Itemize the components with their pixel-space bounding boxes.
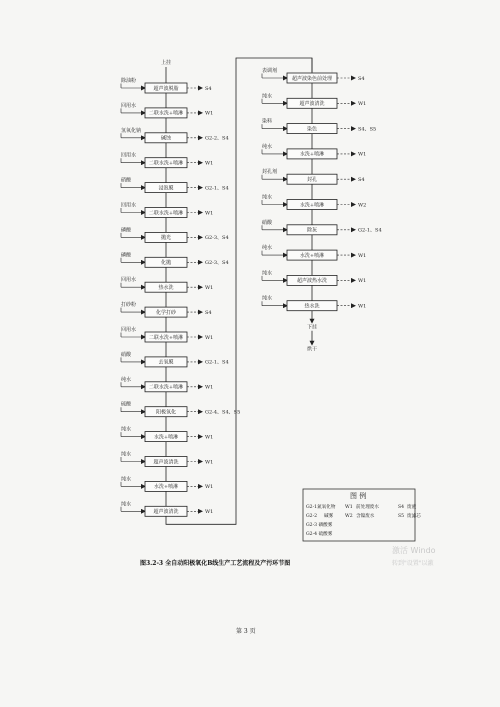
process-step-label: 浸泡膜	[158, 185, 174, 192]
output-label: W1	[358, 101, 367, 108]
output-label: W2	[358, 202, 367, 209]
process-step-label: 二联水洗+喷淋	[148, 110, 184, 117]
process-step-label: 化抛	[160, 260, 172, 267]
input-label: 纯水	[121, 476, 132, 483]
output-label: G2-3、S4	[205, 260, 229, 267]
legend-entry: 含镍废水	[356, 514, 375, 519]
input-label: 纯水	[121, 376, 132, 383]
input-label: 磷酸	[121, 252, 132, 259]
input-label: 硫酸	[121, 401, 132, 408]
process-step-label: 水洗+喷淋	[153, 484, 179, 491]
end-step-label: 烘干	[306, 346, 318, 353]
input-label: 回用水	[121, 102, 137, 109]
process-step-label: 超声波清洗	[299, 101, 325, 108]
input-label: 除油粉	[121, 78, 137, 84]
legend-entry: G2-3 磷酸雾	[306, 523, 333, 528]
process-step-label: 超声波清洗	[153, 459, 179, 466]
process-step-label: 水洗+喷淋	[299, 252, 325, 259]
output-label: S4	[205, 85, 212, 92]
figure-caption: 图3.2-3 全自动阳极氧化B线生产工艺流程及产污环节图	[140, 560, 291, 567]
legend	[303, 489, 421, 541]
legend-title: 图 例	[350, 492, 367, 500]
output-label: G2-1、S4	[205, 185, 229, 192]
process-step-label: 抛光	[160, 235, 172, 242]
input-label: 硝酸	[262, 219, 273, 226]
legend-entry: G2-1氮氧化物	[306, 505, 336, 510]
output-label: W1	[205, 285, 214, 291]
output-label: W1	[205, 160, 214, 167]
process-step-label: 水洗+喷淋	[299, 202, 325, 209]
output-label: W1	[205, 384, 214, 391]
output-label: G2-2、S4	[205, 135, 229, 142]
watermark-line-2: 转到"设置"以激	[392, 560, 434, 567]
input-label: 纯水	[262, 93, 273, 100]
process-step-label: 阳极氧化	[155, 409, 177, 416]
output-label: G2-3、S4	[205, 235, 229, 242]
process-step-label: 二联水洗+喷淋	[148, 210, 184, 217]
input-label: 染料	[262, 118, 273, 125]
input-label: 回用水	[121, 327, 137, 333]
legend-entry: 碱雾	[324, 514, 334, 519]
right-process-column	[166, 58, 382, 524]
process-step-label: 超声波热水洗	[296, 278, 328, 285]
process-step-label: 化学打砂	[155, 309, 177, 316]
output-label: W1	[205, 110, 214, 117]
process-step-label: 染色	[306, 126, 318, 133]
process-step-label: 碱蚀	[160, 135, 172, 142]
process-step-label: 去氧膜	[158, 359, 174, 366]
input-label: 纯水	[262, 194, 273, 201]
process-step-label: 封孔	[306, 177, 318, 183]
process-step-label: 水洗+喷淋	[299, 151, 325, 158]
process-step-label: 水洗+喷淋	[153, 434, 179, 441]
output-label: W1	[358, 303, 367, 310]
input-label: 硝酸	[121, 177, 132, 184]
output-label: G2-1、S4	[205, 359, 229, 366]
output-label: S4	[205, 309, 212, 316]
process-step-label: 超声波染色前处理	[291, 75, 333, 82]
input-label: 回用水	[121, 202, 137, 209]
output-label: W1	[205, 484, 214, 491]
input-label: 纯水	[262, 295, 273, 302]
legend-entry: S4	[398, 505, 405, 510]
legend-entry: G2-4 硫酸雾	[306, 532, 333, 537]
legend-entry: 前处理废水	[356, 505, 379, 510]
left-process-column	[121, 59, 240, 516]
input-label: 氢氧化钠	[121, 127, 142, 134]
input-label: 表调剂	[262, 68, 278, 74]
output-label: W1	[205, 334, 214, 341]
legend-entry: W1	[345, 505, 353, 510]
input-label: 回用水	[121, 277, 137, 284]
page-number: 第 3 页	[236, 628, 256, 635]
legend-entry: S5	[398, 514, 405, 519]
output-label: S4	[358, 177, 365, 183]
input-label: 纯水	[262, 245, 273, 252]
output-label: W1	[205, 459, 214, 466]
output-label: W1	[358, 278, 367, 285]
output-label: W1	[358, 151, 367, 158]
input-label: 纯水	[262, 143, 273, 150]
output-label: S4、S5	[358, 126, 377, 133]
process-step-label: 超声波脱脂	[153, 85, 179, 92]
input-label: 硝酸	[121, 351, 132, 358]
input-label: 封孔剂	[262, 169, 278, 176]
input-label: 纯水	[121, 501, 132, 508]
output-label: G2-4、S4、S5	[205, 409, 241, 416]
input-label: 纯水	[121, 426, 132, 433]
output-label: S4	[358, 75, 365, 82]
legend-entry: 废液	[407, 505, 417, 510]
input-label: 回用水	[121, 152, 137, 159]
legend-entry: 废滤芯	[407, 514, 421, 519]
input-label: 纯水	[262, 270, 273, 277]
end-step-label: 下挂	[306, 324, 318, 331]
process-step-label: 二联水洗+喷淋	[148, 384, 184, 391]
legend-entry: G2-2	[306, 514, 318, 519]
output-label: W1	[358, 252, 367, 259]
process-step-label: 热水洗	[158, 285, 174, 291]
start-label: 上挂	[160, 60, 172, 66]
output-label: W1	[205, 434, 214, 441]
input-label: 打砂粉	[121, 302, 137, 309]
output-label: W1	[205, 509, 214, 516]
input-label: 磷酸	[121, 227, 132, 234]
process-step-label: 除灰	[306, 227, 318, 234]
output-label: G2-1、S4	[358, 227, 382, 234]
watermark-line-1: 激活 Windo	[392, 546, 436, 555]
process-step-label: 超声波清洗	[153, 509, 179, 516]
legend-entry: W2	[345, 514, 353, 519]
process-step-label: 二联水洗+喷淋	[148, 334, 184, 341]
process-step-label: 热水洗	[304, 303, 320, 310]
input-label: 纯水	[121, 451, 132, 458]
output-label: W1	[205, 210, 214, 217]
process-step-label: 二联水洗+喷淋	[148, 160, 184, 167]
